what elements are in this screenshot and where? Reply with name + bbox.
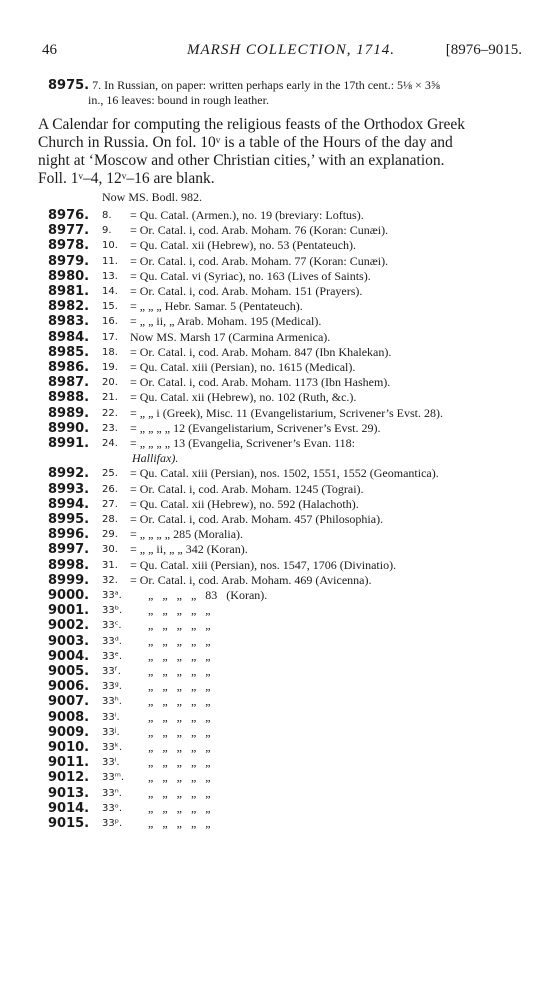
list-item <box>48 558 518 573</box>
entry-number: 9007. <box>48 694 90 710</box>
entry-sub-number: 33ᵃ. <box>102 590 122 601</box>
entry-sub-number: 22. <box>102 407 118 419</box>
entry-number: 9003. <box>48 633 90 649</box>
entry-number: 8986. <box>48 360 90 375</box>
entry-sub-number: 33ʲ. <box>102 726 120 738</box>
entry-number: 8993. <box>48 481 90 497</box>
entry-number: 8980. <box>48 268 90 284</box>
entry-number: 8977. <box>48 223 90 239</box>
entry-text: „ „ „ „ „ <box>148 724 211 739</box>
list-item <box>48 725 518 740</box>
entry-sub-number: 33ⁿ. <box>102 787 122 799</box>
entry-number: 9009. <box>48 724 90 740</box>
page-number: 46 <box>42 42 57 58</box>
entry-sub-number: 28. <box>102 514 118 525</box>
list-item <box>48 238 518 253</box>
entry-text: = Qu. Catal. xii (Hebrew), no. 53 (Pentateuch). <box>130 238 357 253</box>
entry-text: = Qu. Catal. vi (Syriac), no. 163 (Lives of Saints). <box>130 268 371 283</box>
list-item <box>48 634 518 649</box>
description-line: Church in Russia. On fol. 10ᵛ is a table of the Hours of the day and <box>38 134 453 151</box>
entry-text: „ „ „ „ „ <box>148 740 211 754</box>
entry-sub-number: 33ᵍ. <box>102 681 122 693</box>
entry-number: 8987. <box>48 375 90 391</box>
entry-sub-number: 33ˡ. <box>102 757 120 769</box>
entry-number: 9013. <box>48 785 90 801</box>
list-item <box>48 269 518 284</box>
list-item <box>48 710 518 725</box>
entry-number: 8995. <box>48 512 90 527</box>
entry-sub-number: 21. <box>102 392 118 404</box>
list-item <box>48 284 518 299</box>
entry-text: = „ „ i (Greek), Misc. 11 (Evangelistarium, Scrivener’s Evst. 28). <box>130 405 444 420</box>
list-item <box>48 740 518 755</box>
entry-text: „ „ „ „ „ <box>148 816 211 830</box>
entry-text: „ „ „ „ „ <box>148 618 211 633</box>
entry-text: „ „ „ „ „ <box>148 679 211 694</box>
entry-number: 8981. <box>48 284 90 299</box>
entry-sub-number: 27. <box>102 498 118 510</box>
main-entry <box>48 78 518 107</box>
list-item <box>48 421 518 436</box>
entry-text: „ „ „ „ „ <box>148 664 211 678</box>
entry-sub-number: 33ᶠ. <box>102 666 121 677</box>
entry-number: 8988. <box>48 390 90 406</box>
list-item <box>48 390 518 405</box>
entry-number: 8998. <box>48 557 90 573</box>
entry-number: 8999. <box>48 572 90 588</box>
entry-text: = Or. Catal. i, cod. Arab. Moham. 469 (Avicenna). <box>130 572 372 587</box>
entry-sub-number: 30. <box>102 544 118 556</box>
list-item <box>48 299 518 314</box>
list-item <box>48 466 518 481</box>
list-item <box>48 208 518 223</box>
entry-sub-number: 33ᵏ. <box>102 742 123 753</box>
list-item <box>48 603 518 618</box>
entry-text: = Or. Catal. i, cod. Arab. Moham. 457 (Philosophia). <box>130 512 384 526</box>
list-item <box>48 542 518 557</box>
entry-description <box>38 116 516 188</box>
entry-sub-number: 15. <box>102 301 118 313</box>
page-header <box>42 42 522 62</box>
entry-sub-number: 33ᵒ. <box>102 802 123 814</box>
entry-number: 9011. <box>48 755 90 771</box>
entry-sub-number: 33ᵐ. <box>102 772 125 784</box>
list-item <box>48 527 518 542</box>
entry-number: 8990. <box>48 420 90 436</box>
entry-text: = Or. Catal. i, cod. Arab. Moham. 76 (Koran: Cunæi). <box>130 223 389 238</box>
entry-number: 8976. <box>48 208 90 223</box>
entry-sub-number: 26. <box>102 483 118 495</box>
list-item <box>48 618 518 633</box>
entry-number: 9015. <box>48 816 90 831</box>
entry-number: 8984. <box>48 329 90 345</box>
entry-number: 8992. <box>48 466 90 482</box>
entry-text-line2: in., 16 leaves: bound in rough leather. <box>88 93 269 107</box>
entry-text: = Or. Catal. i, cod. Arab. Moham. 1245 (Tograi). <box>130 481 364 496</box>
entry-text: = „ „ „ „ 13 (Evangelia, Scrivener’s Evan. 118: <box>130 436 356 450</box>
list-item <box>48 360 518 375</box>
entry-text: „ „ „ „ „ <box>148 800 211 815</box>
entry-sub-number: 8. <box>102 210 112 221</box>
entry-text: = Qu. Catal. (Armen.), no. 19 (breviary: Loftus). <box>130 208 364 222</box>
entry-number: 8996. <box>48 527 90 543</box>
entry-number: 9010. <box>48 740 90 755</box>
entry-sub-number: 24. <box>102 438 118 449</box>
entry-text: „ „ „ „ „ <box>148 709 211 724</box>
entry-sub-number: 33ᵈ. <box>102 635 122 647</box>
entry-sub-number: 18. <box>102 346 118 358</box>
entry-sub-number: 33ᵇ. <box>102 605 123 617</box>
entry-text: „ „ „ „ „ <box>148 648 211 663</box>
entry-text: „ „ „ „ „ <box>148 603 211 618</box>
entry-sub-number: 25. <box>102 468 118 480</box>
entry-sub-number: 33ᵖ. <box>102 818 123 829</box>
entry-text: = Qu. Catal. xii (Hebrew), no. 592 (Halachoth). <box>130 496 359 511</box>
entry-number: 8975. <box>48 78 90 93</box>
entry-text: = „ „ „ Hebr. Samar. 5 (Pentateuch). <box>130 299 303 314</box>
entry-sub-number: 32. <box>102 574 118 586</box>
entry-sub-number: 31. <box>102 559 118 571</box>
entry-text: = Qu. Catal. xiii (Persian), nos. 1502, 1551, 1552 (Geomantica). <box>130 466 439 481</box>
entry-sub-number: 19. <box>102 362 118 373</box>
list-item <box>48 330 518 345</box>
entry-number: 9005. <box>48 664 90 679</box>
entry-text: „ „ „ „ „ <box>148 633 211 648</box>
list-item <box>48 649 518 664</box>
entry-number: 8982. <box>48 299 90 315</box>
list-item <box>48 436 518 451</box>
entry-text: „ „ „ „ „ <box>148 770 211 785</box>
entry-sub-number: 33ᶜ. <box>102 620 122 632</box>
entry-sub-number: 33ʰ. <box>102 696 122 708</box>
entry-sub-number: 17. <box>102 331 118 343</box>
entry-text: = Qu. Catal. xii (Hebrew), no. 102 (Ruth, &c.). <box>130 390 357 405</box>
list-item <box>48 254 518 269</box>
entry-number: 8997. <box>48 542 90 558</box>
now-ms-note: Now MS. Bodl. 982. <box>102 190 203 204</box>
entry-text: = Qu. Catal. xiii (Persian), no. 1615 (Medical). <box>130 360 356 374</box>
entry-sub-number: 13. <box>102 270 118 282</box>
list-item <box>48 801 518 816</box>
entry-text: = „ „ ii, „ „ 342 (Koran). <box>130 542 248 557</box>
entry-text: = Or. Catal. i, cod. Arab. Moham. 1173 (Ibn Hashem). <box>130 375 391 390</box>
list-item <box>48 786 518 801</box>
entry-range: [8976–9015. <box>445 42 522 58</box>
entry-number: 9002. <box>48 618 90 634</box>
entry-sub-number: 16. <box>102 316 118 328</box>
entry-text: „ „ „ „ „ <box>148 755 211 770</box>
entry-number: 9006. <box>48 679 90 695</box>
list-item <box>48 588 518 603</box>
entry-number: 8983. <box>48 314 90 330</box>
entry-text: = Or. Catal. i, cod. Arab. Moham. 77 (Koran: Cunæi). <box>130 253 389 268</box>
entry-text: „ „ „ „ 83 (Koran). <box>148 588 268 602</box>
description-line: Foll. 1ᵛ–4, 12ᵛ–16 are blank. <box>38 170 215 187</box>
list-item <box>48 314 518 329</box>
entry-text: „ „ „ „ „ <box>148 785 211 800</box>
entry-text: = „ „ „ „ 285 (Moralia). <box>130 527 244 542</box>
entry-number: 8985. <box>48 344 90 360</box>
entry-text: = Qu. Catal. xiii (Persian), nos. 1547, 1706 (Divinatio). <box>130 557 397 572</box>
list-item <box>48 482 518 497</box>
entry-text-line1: 7. In Russian, on paper: written perhaps early in the 17th cent.: 5⅛ × 3⅝ <box>92 78 440 92</box>
entry-sub-number: 11. <box>102 255 118 267</box>
entry-text: = „ „ ii, „ Arab. Moham. 195 (Medical). <box>130 314 322 329</box>
entry-number: 8979. <box>48 253 90 269</box>
list-item <box>48 375 518 390</box>
list-item <box>48 345 518 360</box>
list-item <box>48 755 518 770</box>
entry-sub-number: 29. <box>102 529 118 541</box>
entry-number: 8991. <box>48 436 90 451</box>
entry-sub-number: 10. <box>102 240 118 252</box>
list-item <box>48 223 518 238</box>
entry-number: 8989. <box>48 405 90 421</box>
list-item <box>48 512 518 527</box>
entry-text: = „ „ „ „ 12 (Evangelistarium, Scrivener’s Evst. 29). <box>130 420 381 435</box>
list-item <box>48 497 518 512</box>
entry-number: 9012. <box>48 770 90 786</box>
entry-continuation: Hallifax). <box>132 451 179 466</box>
entry-text: Now MS. Marsh 17 (Carmina Armenica). <box>130 329 331 344</box>
entry-sub-number: 14. <box>102 286 118 297</box>
list-item <box>48 679 518 694</box>
entry-number: 8994. <box>48 496 90 512</box>
entry-number: 9014. <box>48 800 90 816</box>
entry-sub-number: 23. <box>102 422 118 434</box>
entry-number: 8978. <box>48 238 90 254</box>
entry-text: = Or. Catal. i, cod. Arab. Moham. 847 (Ibn Khalekan). <box>130 344 392 359</box>
list-item <box>48 816 518 831</box>
running-title: MARSH COLLECTION, 1714. <box>187 42 396 58</box>
entry-number: 9000. <box>48 588 90 603</box>
entry-number: 9001. <box>48 603 90 619</box>
entry-text: „ „ „ „ „ <box>148 694 211 709</box>
list-item <box>48 770 518 785</box>
entry-number: 9008. <box>48 709 90 725</box>
entry-sub-number: 20. <box>102 377 118 389</box>
list-item <box>48 573 518 588</box>
entry-sub-number: 33ᵉ. <box>102 650 123 662</box>
description-line: A Calendar for computing the religious feasts of the Orthodox Greek <box>38 116 465 133</box>
entry-sub-number: 33ⁱ. <box>102 711 120 723</box>
description-line: night at ‘Moscow and other Christian cities,’ with an explanation. <box>38 152 445 169</box>
entry-text: = Or. Catal. i, cod. Arab. Moham. 151 (Prayers). <box>130 284 363 298</box>
list-item <box>48 664 518 679</box>
entry-sub-number: 9. <box>102 225 112 237</box>
entry-number: 9004. <box>48 648 90 664</box>
list-item <box>48 694 518 709</box>
list-item <box>48 406 518 421</box>
